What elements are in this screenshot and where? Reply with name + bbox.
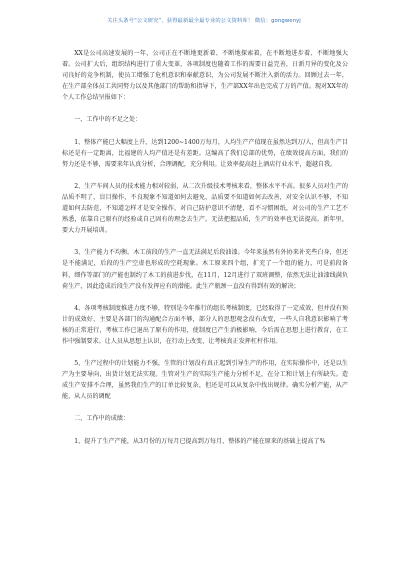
section-heading-achievements: 二、工作中的成绩： <box>74 415 130 423</box>
section-heading-shortcomings: 一、工作中的不足之处： <box>74 116 142 124</box>
document-body <box>62 48 348 447</box>
shortcoming-item-1: 1、整体产能已大幅度上升，达到1200~1400万每月，人均生产产值现在虽然达到万/人，但高生产目标还是有一定距离，比福建的人均产值还是有差距。这编高了我们总部的优势，在绩效提高方面，我们的努力还是不够，需要来年认真分析，合理调配，充分利用。让效率提高赶上酒店行业水平，超越自我。 <box>62 138 348 168</box>
achievement-item-1: 1、提升了生产产能，从3月份的万每月已提高到万每月，整体的产能在原来的基础上提高了% <box>74 437 326 445</box>
shortcoming-item-5: 5、生产过程中的计划能力不强，生管的计划没有真正起到引导生产的作用，在实际操作中，还是以生产为主要导向，出货计划无法实现。生管对生产的实际生产能力分析不足，在分工和计划上有所缺失。造成生产安排不合理，虽然我们生产的订单比较复杂，但还是可以从复杂中找出规律。确实分析产能，从产能，从人员的调配 <box>62 360 348 401</box>
intro-paragraph: XX是公司高速发展的一年，公司正在不断地更新着、不断地探索着，在不断地进步着、不断地强大着。公司扩大后，组织结构进行了重大变革，各项制度也随着工作的需要日益完善，日新月异的变化及公司良好的竞争机制，使员工增强了危机意识和奉献意识，为公司发展不断注入新的活力。回顾过去一年，在生产部全体员工共同努力以及其他部门的帮助和指导下，生产部XX年出色完成了万的产值。现对XX年的个人工作总结呈报如下： <box>62 50 348 102</box>
header-banner: 关注头条号“公文研究”，获得最新最全最专业的公文资料库！ 微信：gongwenyj <box>107 18 301 24</box>
shortcoming-item-2: 2、生产车间人员的技术能力相对较弱，从二次升级技术考核来看，整体水平不高。很多人员对生产的品质不明了，盲目操作，不良现象不知道如何去避免，品质要不知道如何去改善，对安全认识不够，不知道如何去防范，不知道怎样才是安全操作，对自己防护意识不清楚，看不习惯困纸，对公司的生产工艺不熟悉，依靠自己原有的经验或自己固有的理念去生产。无法把握品质，生产的效率也无法提高。新年里，要大力开展培训。 <box>62 182 348 235</box>
shortcoming-item-3: 3、生产能力不均衡。木工前段的生产一直无法满足后段油漆。今年来虽然有外协来补充些白身，但还是不能满足，后段的生产空虚也形成的空耗现象。木工原来四个组，扩充了一个组的能力，可是前段备料，细作等部门的产能也制约了木工的前进步伐，在11月，12月进行了双班调整，依然无法让油漆线满负荷生产，因此造成后段生产没有发挥应有的潜能。此生产瓶颈一直没有得到有效的解决； <box>62 249 348 290</box>
shortcoming-item-4: 4、各项考核制度推进力度不够，特别是今年推行的组长考核制度，已经取得了一定成效，但并没有预计的成效好，主要是各部门的沟通配合方面不够，部分人的思想观念没有改变，一些人自我意识影响了考核的正常进行，考核工作已退出了原有的作用，使制度已产生消极影响，今后需在思想上进行教育，在工作中强制要求。让人员从思想上认识，在行动上改变，让考核真正发挥杠杆作用。 <box>62 304 348 345</box>
